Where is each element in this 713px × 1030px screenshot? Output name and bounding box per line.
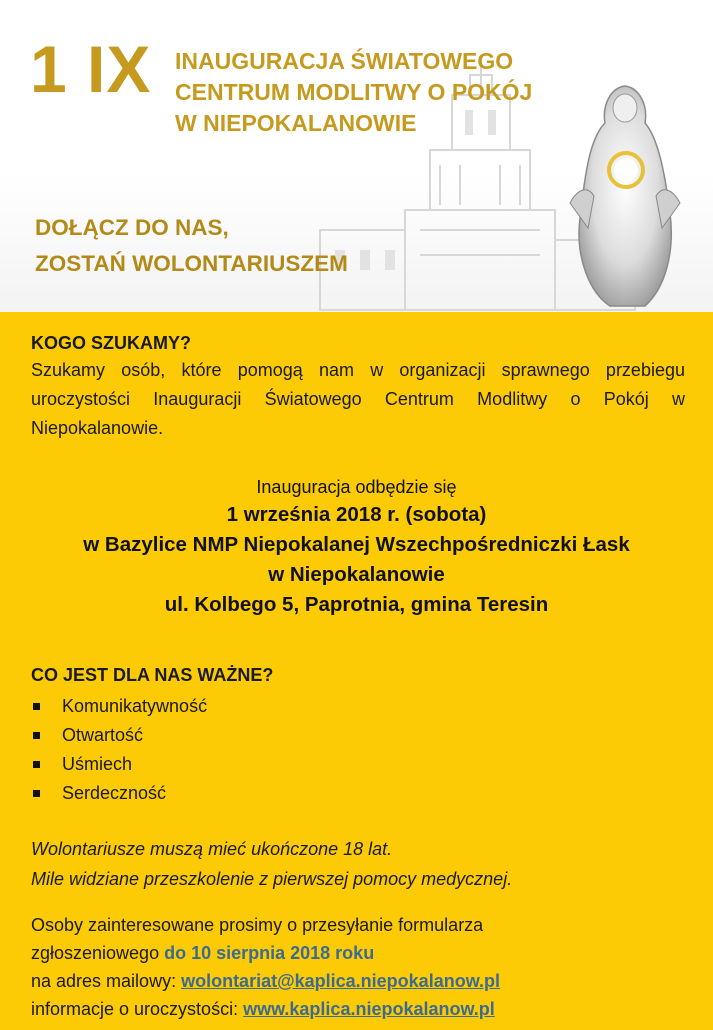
event-intro: Inauguracja odbędzie się — [256, 477, 457, 497]
event-date-short: 1 IX — [30, 32, 152, 106]
bullet-icon — [33, 703, 40, 710]
contact-line: Osoby zainteresowane prosimy o przesyłanie formularza — [31, 915, 484, 935]
volunteer-call-to-action — [35, 210, 348, 282]
seeking-body: Szukamy osób, które pomogą nam w organizacji sprawnego przebiegu uroczystości Inauguracji Światowego Centrum Modlitwy o Pokój w Niepokalanowie. — [31, 360, 685, 438]
contact-line: informacje o uroczystości: www.kaplica.niepokalanow.pl — [31, 999, 495, 1019]
list-item: Otwartość — [31, 721, 685, 750]
list-item: Serdeczność — [31, 779, 685, 808]
requirement-first-aid: Mile widziane przeszkolenie z pierwszej pomocy medycznej. — [31, 869, 513, 889]
event-venue: w Bazylice NMP Niepokalanej Wszechpośredniczki Łask — [83, 533, 630, 556]
event-title-line: CENTRUM MODLITWY O POKÓJ — [175, 79, 533, 105]
poster-header — [0, 0, 713, 312]
values-list — [31, 692, 685, 808]
requirement-age: Wolontariusze muszą mieć ukończone 18 lat. — [31, 839, 393, 859]
seeking-section — [31, 333, 685, 443]
event-details — [0, 474, 713, 620]
email-link[interactable]: wolontariat@kaplica.niepokalanow.pl — [181, 971, 501, 991]
event-title — [175, 46, 595, 139]
event-address: ul. Kolbego 5, Paprotnia, gmina Teresin — [164, 593, 549, 616]
event-title-line: INAUGURACJA ŚWIATOWEGO — [175, 48, 514, 74]
event-title-line: W NIEPOKALANOWIE — [175, 110, 417, 136]
list-item: Komunikatywność — [31, 692, 685, 721]
bullet-icon — [33, 761, 40, 768]
contact-line: zgłoszeniowego do 10 sierpnia 2018 roku — [31, 943, 375, 963]
event-venue-town: w Niepokalanowie — [268, 563, 445, 586]
bullet-icon — [33, 732, 40, 739]
website-link[interactable]: www.kaplica.niepokalanow.pl — [243, 999, 495, 1019]
list-item: Uśmiech — [31, 750, 685, 779]
event-date: 1 września 2018 r. (sobota) — [226, 503, 487, 526]
contact-line: na adres mailowy: wolontariat@kaplica.niepokalanow.pl — [31, 971, 501, 991]
cta-line: ZOSTAŃ WOLONTARIUSZEM — [35, 251, 348, 276]
deadline: do 10 sierpnia 2018 roku — [164, 943, 375, 963]
bullet-icon — [33, 790, 40, 797]
requirements — [31, 834, 685, 894]
values-section — [31, 665, 685, 808]
content-panel — [0, 312, 713, 1030]
contact-section — [31, 911, 685, 1023]
seeking-heading: KOGO SZUKAMY? — [31, 333, 191, 353]
values-heading: CO JEST DLA NAS WAŻNE? — [31, 665, 274, 685]
cta-line: DOŁĄCZ DO NAS, — [35, 215, 229, 240]
